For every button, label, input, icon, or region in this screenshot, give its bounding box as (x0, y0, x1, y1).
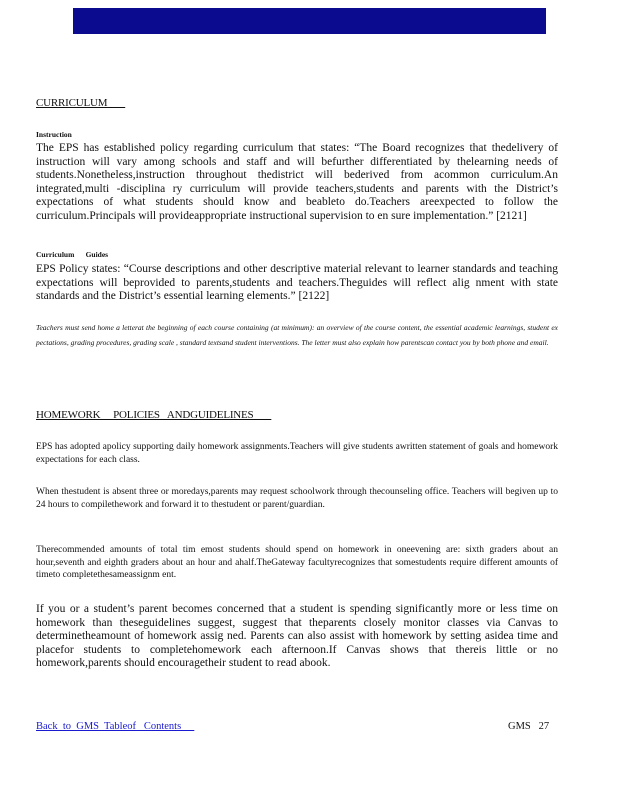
recommended-amounts-paragraph: Therecommended amounts of total tim emost students should spend on homework in oneevening are: sixth graders about an hour,seventh and eighth graders about an hour and ahalf.TheGateway facultyrecognizes that somestudents require different amounts of timeto completethesameassignm ent. (36, 545, 558, 580)
instruction-paragraph: The EPS has established policy regarding curriculum that states: “The Board recognizes that thedelivery of instruction will vary among schools and staff and will befurther differentiated by thelearning needs of students.Nonetheless,instruction throughout thedistrict will bederived from acommon curriculum.An integrated,multi -disciplina ry curriculum will provide teachers,students and parents with the District’s expectations of what students should know and beableto do.Teachers areexpected to follow the curriculum.Principals will provideappropriate instructional supervision to en sure implementation.” [2121] (36, 142, 558, 222)
curriculum-guides-paragraph: EPS Policy states: “Course descriptions and other descriptive material relevant to learner standards and teaching expectations will beprovided to parents,students and teachers.Theguides will reflect alig nment with state standards and the District’s essential learning elements.” [2122] (36, 263, 558, 302)
absence-homework-paragraph: When thestudent is absent three or moredays,parents may request schoolwork through thecounseling office. Teachers will begiven up to 24 hours to compilethework and forward it to thestudent or parent/guardian. (36, 487, 558, 510)
curriculum-guides-heading: Curriculum Guides (36, 250, 109, 259)
header-text: GatewayMiddleSchool StaffHandbook: 2020 -2021 (175, 41, 450, 53)
teachers-letter-note: Teachers must send home a letterat the beginning of each course containing (at minimum): an overview of the course content, the essential academic learnings, student ex pectations, grading procedures, grading scale , standard textsand student interventions. The letter must also explain how parentscan contact you by both phone and email. (36, 323, 558, 347)
homework-section-title: HOMEWORK POLICIES ANDGUIDELINES (36, 409, 272, 421)
page-number: GMS 27 (508, 721, 550, 732)
homework-policy-paragraph: EPS has adopted apolicy supporting daily homework assignments.Teachers will give students awritten statement of goals and homework expectations for each class. (36, 442, 558, 465)
table-of-contents-link[interactable]: Back to GMS Tableof Contents (36, 721, 195, 732)
parent-concern-paragraph: If you or a student’s parent becomes concerned that a student is spending significantly more or less time on homework than theseguidelines suggest, suggest that theparents closely monitor classes via Canvas to determinetheamount of homework assig ned. Parents can also assist with homework by setting asidea time and placefor students to completehomework each afternoon.If Canvas shows that thereis little or no homework,parents should encouragetheir student to read abook. (36, 603, 558, 669)
handbook-header-banner (73, 8, 546, 53)
curriculum-section-title: CURRICULUM (36, 97, 126, 109)
instruction-heading: Instruction (36, 130, 72, 139)
